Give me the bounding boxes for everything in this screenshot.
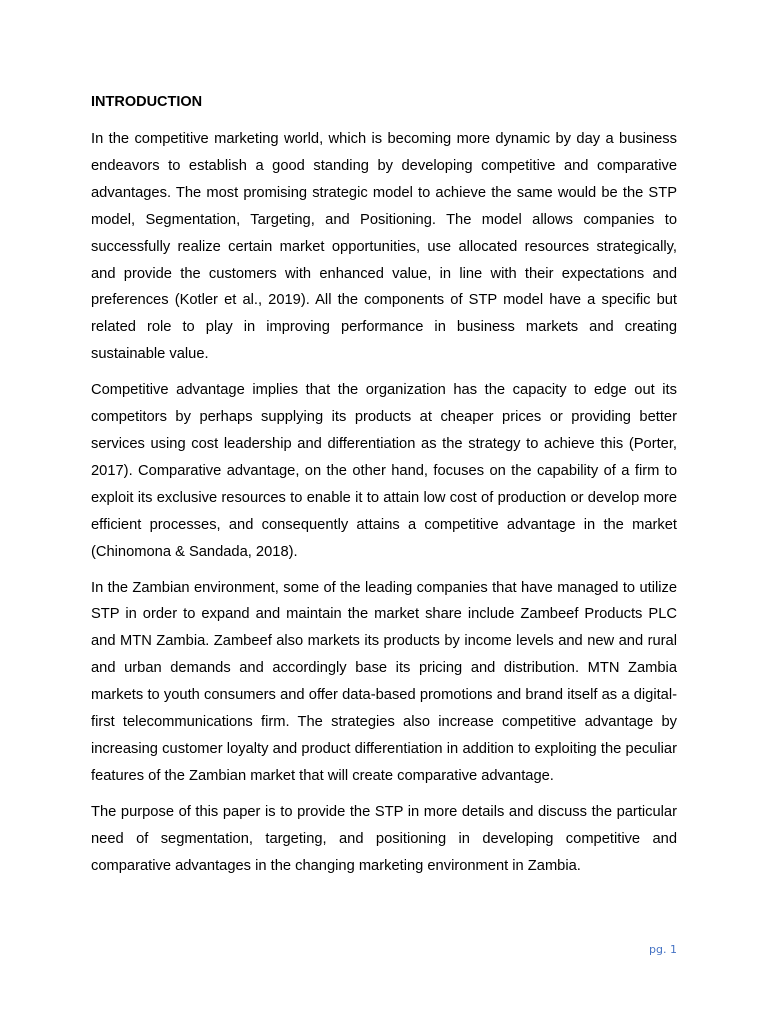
paragraph-2: Competitive advantage implies that the organization has the capacity to edge out its competitors by perhaps supplying its products at cheaper prices or providing better services using cost leadership and differentiation as the strategy to achieve this (Porter, 2017). Comparative advantage, on the other hand, focuses on the capability of a firm to exploit its exclusive resources to enable it to attain low cost of production or develop more efficient processes, and consequently attains a competitive advantage in the market (Chinomona & Sandada, 2018).	[91, 382, 677, 560]
page-number: pg. 1	[649, 943, 677, 956]
paragraph-4: The purpose of this paper is to provide the STP in more details and discuss the particular need of segmentation, targeting, and positioning in developing competitive and comparative advantages in the changing marketing environment in Zambia.	[91, 803, 677, 874]
paragraph-1: In the competitive marketing world, which is becoming more dynamic by day a business endeavors to establish a good standing by developing competitive and comparative advantages. The most promising strategic model to achieve the same would be the STP model, Segmentation, Targeting, and Positioning. The model allows companies to successfully realize certain market opportunities, use allocated resources strategically, and provide the customers with enhanced value, in line with their expectations and preferences (Kotler et al., 2019). All the components of STP model have a specific but related role to play in improving performance in business markets and creating sustainable value.	[91, 131, 677, 363]
document-page	[91, 92, 677, 888]
paragraph-3: In the Zambian environment, some of the leading companies that have managed to utilize STP in order to expand and maintain the market share include Zambeef Products PLC and MTN Zambia. Zambeef also markets its products by income levels and new and rural and urban demands and accordingly base its pricing and distribution. MTN Zambia markets to youth consumers and offer data-based promotions and brand itself as a digital-first telecommunications firm. The strategies also increase competitive advantage by increasing customer loyalty and product differentiation in addition to exploiting the peculiar features of the Zambian market that will create comparative advantage.	[91, 579, 677, 784]
section-heading: INTRODUCTION	[91, 94, 203, 110]
